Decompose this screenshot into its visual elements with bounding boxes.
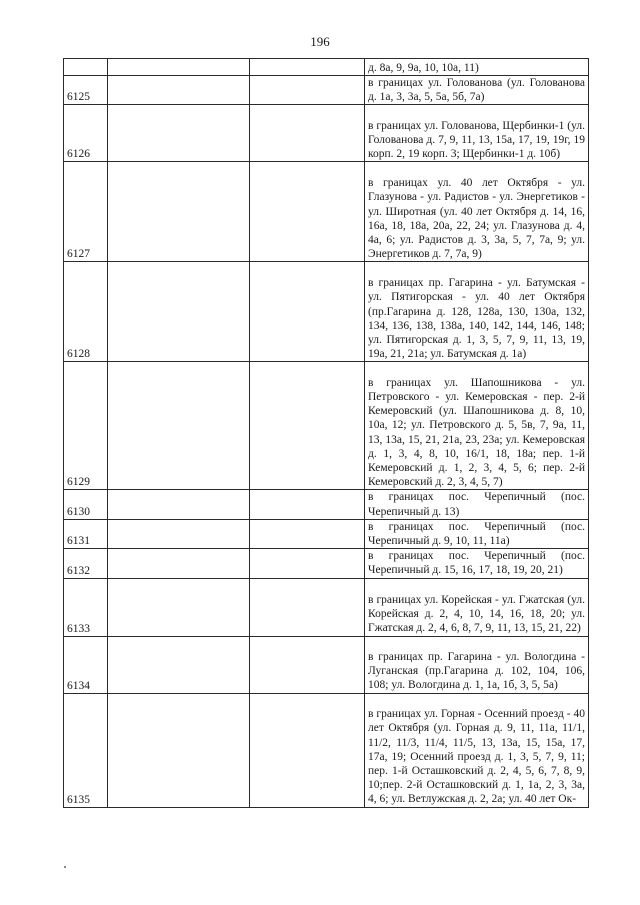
empty-cell <box>108 549 250 578</box>
district-number: 6129 <box>64 362 108 490</box>
district-boundary: в границах ул. Горная - Осенний проезд - 40 лет Октября (ул. Горная д. 9, 11, 11а, 11/1, 11/2, 11/3, 11/4, 11/5, 13, 13а, 15, 15а, 17, 17а, 19; Осенний проезд д. 1, 3, 5, 7, 9, 11; пер. 1-й Осташковский д. 2, 4, 5, 6, 7, 8, 9, 10;пер. 2-й Осташковский д. 1, 1а, 2, 3, 3а, 4, 6; ул. Ветлужская д. 2, 2а; ул. 40 лет Ок- <box>365 693 589 807</box>
empty-cell <box>250 519 365 548</box>
empty-cell <box>250 362 365 490</box>
table-row <box>64 693 589 807</box>
district-boundary: в границах пос. Черепичный (пос. Черепичный д. 13) <box>365 490 589 519</box>
district-number: 6135 <box>64 693 108 807</box>
district-boundary: в границах пр. Гагарина - ул. Вологдина - Луганская (пр.Гагарина д. 102, 104, 106, 108; ул. Вологдина д. 1, 1а, 1б, 3, 5, 5а) <box>365 636 589 693</box>
district-boundary: в границах ул. Шапошникова - ул. Петровского - ул. Кемеровская - пер. 2-й Кемеровский (ул. Шапошникова д. 8, 10, 10а, 12; ул. Петровского д. 5, 5в, 7, 9а, 11, 13, 13а, 15, 21, 21а, 23, 23а; ул. Кемеровская д. 1, 3, 4, 8, 10, 16/1, 18, 18а; пер. 1-й Кемеровский д. 1, 2, 3, 4, 5, 6; пер. 2-й Кемеровский д. 2, 3, 4, 5, 7) <box>365 362 589 490</box>
district-number: 6127 <box>64 162 108 262</box>
district-number: 6125 <box>64 76 108 105</box>
empty-cell <box>108 262 250 362</box>
empty-cell <box>250 262 365 362</box>
table-row <box>64 162 589 262</box>
table-row <box>64 636 589 693</box>
table-row <box>64 362 589 490</box>
scan-artifact <box>64 866 66 868</box>
district-boundary: в границах пос. Черепичный (пос. Черепичный д. 9, 10, 11, 11а) <box>365 519 589 548</box>
empty-cell <box>108 578 250 636</box>
empty-cell <box>250 105 365 162</box>
empty-cell <box>250 578 365 636</box>
empty-cell <box>250 490 365 519</box>
empty-cell <box>108 693 250 807</box>
table-row <box>64 549 589 578</box>
table-row <box>64 76 589 105</box>
empty-cell <box>250 162 365 262</box>
empty-cell <box>108 636 250 693</box>
empty-cell <box>108 362 250 490</box>
district-number: 6133 <box>64 578 108 636</box>
district-number: 6128 <box>64 262 108 362</box>
district-boundary: в границах пр. Гагарина - ул. Батумская - ул. Пятигорская - ул. 40 лет Октября (пр.Гагарина д. 128, 128а, 130, 130а, 132, 134, 136, 138, 138а, 140, 142, 144, 146, 148; ул. Пятигорская д. 1, 3, 5, 7, 9, 11, 13, 19, 19а, 21, 21а; ул. Батумская д. 1а) <box>365 262 589 362</box>
empty-cell <box>250 59 365 76</box>
district-number: 6134 <box>64 636 108 693</box>
empty-cell <box>108 162 250 262</box>
table-row <box>64 519 589 548</box>
empty-cell <box>250 549 365 578</box>
empty-cell <box>250 636 365 693</box>
district-boundary: в границах ул. 40 лет Октября - ул. Глазунова - ул. Радистов - ул. Энергетиков - ул. Широтная (ул. 40 лет Октября д. 14, 16, 16а, 18, 18а, 20а, 22, 24; ул. Глазунова д. 4, 4а, 6; ул. Радистов д. 3, 3а, 5, 7, 7а, 9; ул. Энергетиков д. 7, 7а, 9) <box>365 162 589 262</box>
district-number: 6131 <box>64 519 108 548</box>
table-row <box>64 105 589 162</box>
polling-district-table <box>63 58 589 808</box>
district-boundary: в границах ул. Голованова (ул. Голованова д. 1а, 3, 3а, 5, 5а, 5б, 7а) <box>365 76 589 105</box>
district-number: 6132 <box>64 549 108 578</box>
table-row <box>64 578 589 636</box>
table-row <box>64 262 589 362</box>
empty-cell <box>108 519 250 548</box>
district-boundary: в границах пос. Черепичный (пос. Черепичный д. 15, 16, 17, 18, 19, 20, 21) <box>365 549 589 578</box>
empty-cell <box>108 105 250 162</box>
district-number: 6126 <box>64 105 108 162</box>
table-row <box>64 59 589 76</box>
district-boundary: д. 8а, 9, 9а, 10, 10а, 11) <box>365 59 589 76</box>
empty-cell <box>250 76 365 105</box>
district-number: 6130 <box>64 490 108 519</box>
table-row <box>64 490 589 519</box>
empty-cell <box>108 76 250 105</box>
district-number <box>64 59 108 76</box>
page-number: 196 <box>310 34 330 49</box>
empty-cell <box>108 59 250 76</box>
empty-cell <box>108 490 250 519</box>
empty-cell <box>250 693 365 807</box>
district-boundary: в границах ул. Голованова, Щербинки-1 (ул. Голованова д. 7, 9, 11, 13, 15а, 17, 19, 19г, 19 корп. 2, 19 корп. 3; Щербинки-1 д. 10б) <box>365 105 589 162</box>
district-boundary: в границах ул. Корейская - ул. Гжатская (ул. Корейская д. 2, 4, 10, 14, 16, 18, 20; ул. Гжатская д. 2, 4, 6, 8, 7, 9, 11, 13, 15, 21, 22) <box>365 578 589 636</box>
